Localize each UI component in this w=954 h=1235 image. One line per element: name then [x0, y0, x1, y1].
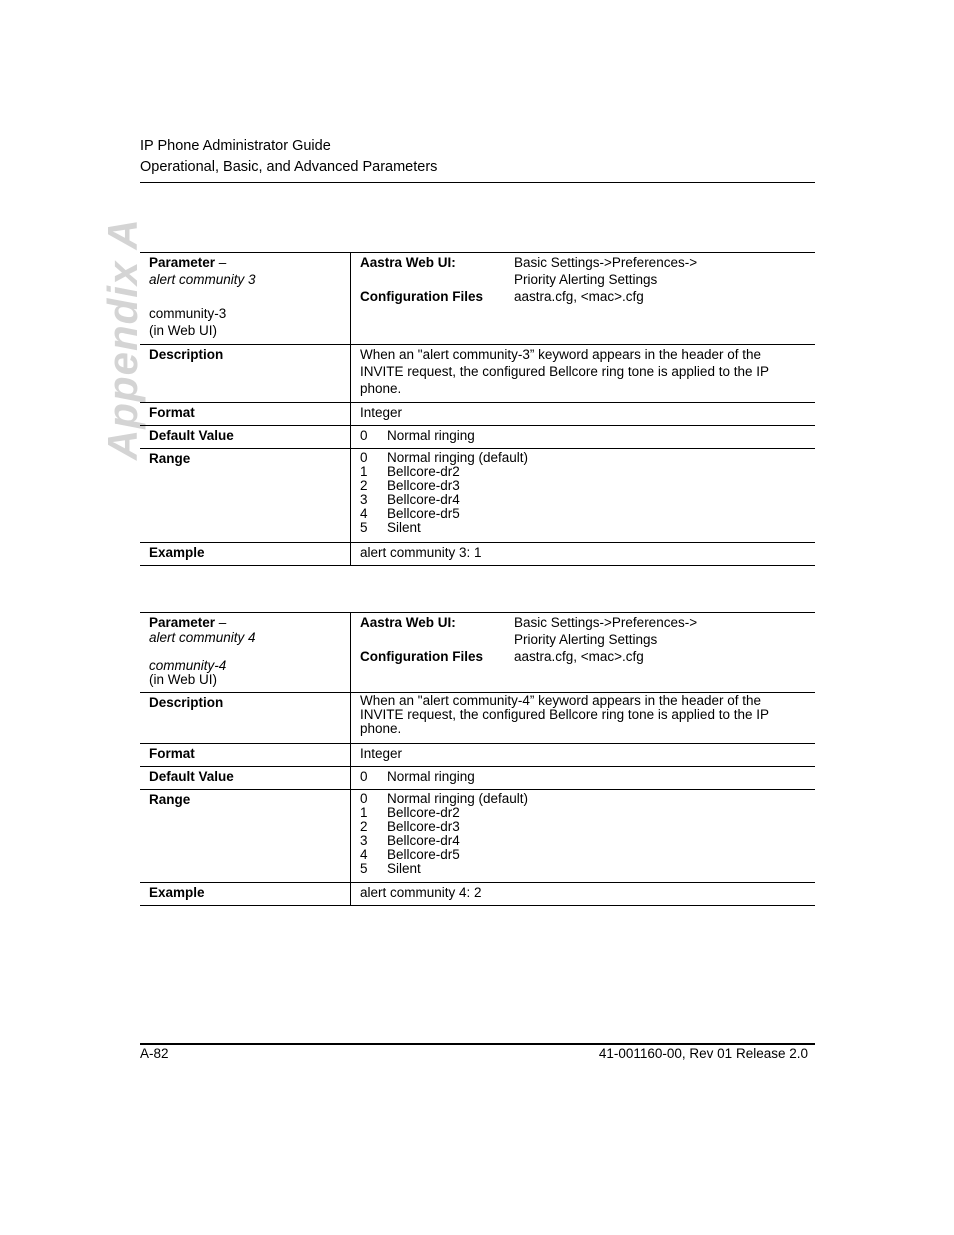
page-header — [140, 136, 815, 178]
parameter-label: Parameter — [149, 615, 216, 630]
range-label: Range — [140, 449, 351, 543]
web-ui-path-line-1: Basic Settings->Preferences-> — [514, 615, 698, 630]
description-label: Description — [140, 693, 351, 744]
web-ui-label: Aastra Web UI: — [360, 615, 456, 630]
example-value: alert community 3: 1 — [351, 543, 816, 566]
default-value — [351, 767, 816, 790]
format-value: Integer — [351, 403, 816, 426]
web-ui-location — [360, 254, 807, 288]
default-number: 0 — [360, 769, 368, 784]
appendix-side-tab: Appendix A — [99, 218, 146, 460]
parameter-dash: – — [215, 255, 227, 270]
range-option: 5 Silent — [360, 520, 421, 535]
parameter-name: alert community 3 — [149, 272, 256, 287]
default-number: 0 — [360, 428, 368, 443]
section-title: Operational, Basic, and Advanced Parameters — [140, 159, 438, 175]
example-label: Example — [140, 543, 351, 566]
web-ui-suffix: (in Web UI) — [149, 672, 218, 687]
range-option: 1 Bellcore-dr2 — [360, 805, 460, 820]
example-row — [140, 883, 815, 906]
parameter-cell — [140, 613, 351, 693]
range-option: 5 Silent — [360, 861, 421, 876]
parameter-cell — [140, 253, 351, 345]
web-ui-location — [360, 614, 807, 648]
example-row — [140, 543, 815, 566]
document-title: IP Phone Administrator Guide — [140, 138, 331, 154]
header-divider — [140, 182, 815, 183]
config-files-value: aastra.cfg, <mac>.cfg — [514, 649, 644, 664]
config-files-location — [360, 648, 807, 665]
page-number: A-82 — [140, 1046, 169, 1061]
range-option: 4 Bellcore-dr5 — [360, 506, 460, 521]
document-reference: 41-001160-00, Rev 01 Release 2.0 — [598, 1046, 808, 1061]
config-files-label: Configuration Files — [360, 289, 483, 304]
description-row — [140, 345, 815, 403]
default-label: Default Value — [140, 426, 351, 449]
range-values — [351, 790, 816, 883]
default-label: Default Value — [140, 767, 351, 790]
page-footer — [140, 1046, 808, 1061]
web-ui-path-line-2: Priority Alerting Settings — [514, 632, 658, 647]
footer-divider — [140, 1043, 815, 1045]
format-row — [140, 744, 815, 767]
range-option: 0 Normal ringing (default) — [360, 450, 529, 465]
format-label: Format — [140, 744, 351, 767]
format-label: Format — [140, 403, 351, 426]
range-option: 3 Bellcore-dr4 — [360, 492, 460, 507]
parameter-dash: – — [215, 615, 227, 630]
format-row — [140, 403, 815, 426]
location-cell — [351, 613, 816, 693]
parameter-name: alert community 4 — [149, 630, 256, 645]
config-files-location — [360, 288, 807, 305]
web-ui-path-line-2: Priority Alerting Settings — [514, 272, 658, 287]
range-row — [140, 790, 815, 883]
range-option: 2 Bellcore-dr3 — [360, 478, 460, 493]
example-value: alert community 4: 2 — [351, 883, 816, 906]
web-ui-name: community-3 — [149, 306, 227, 321]
config-files-value: aastra.cfg, <mac>.cfg — [514, 289, 644, 304]
default-value — [351, 426, 816, 449]
description-label: Description — [140, 345, 351, 403]
format-value: Integer — [351, 744, 816, 767]
range-option: 2 Bellcore-dr3 — [360, 819, 460, 834]
default-row — [140, 767, 815, 790]
range-row — [140, 449, 815, 543]
range-label: Range — [140, 790, 351, 883]
range-values — [351, 449, 816, 543]
web-ui-name: community-4 — [149, 658, 227, 673]
parameter-row — [140, 253, 815, 345]
web-ui-path-line-1: Basic Settings->Preferences-> — [514, 255, 698, 270]
location-cell — [351, 253, 816, 345]
range-option: 4 Bellcore-dr5 — [360, 847, 460, 862]
description-text: When an "alert community-4” keyword appears in the header of the INVITE request, the configured Bellcore ring tone is applied to the IP phone. — [351, 693, 816, 744]
web-ui-suffix: (in Web UI) — [149, 323, 218, 338]
example-label: Example — [140, 883, 351, 906]
parameter-table-alert-community-3 — [140, 252, 815, 566]
parameter-table-alert-community-4 — [140, 612, 815, 906]
range-option: 0 Normal ringing (default) — [360, 791, 529, 806]
range-option: 1 Bellcore-dr2 — [360, 464, 460, 479]
web-ui-label: Aastra Web UI: — [360, 255, 456, 270]
parameter-row — [140, 613, 815, 693]
parameter-label: Parameter — [149, 255, 216, 270]
default-row — [140, 426, 815, 449]
description-row — [140, 693, 815, 744]
default-text: Normal ringing — [387, 428, 475, 443]
description-text: When an "alert community-3” keyword appears in the header of the INVITE request, the configured Bellcore ring tone is applied to the IP phone. — [351, 345, 816, 403]
default-text: Normal ringing — [387, 769, 475, 784]
config-files-label: Configuration Files — [360, 649, 483, 664]
range-option: 3 Bellcore-dr4 — [360, 833, 460, 848]
